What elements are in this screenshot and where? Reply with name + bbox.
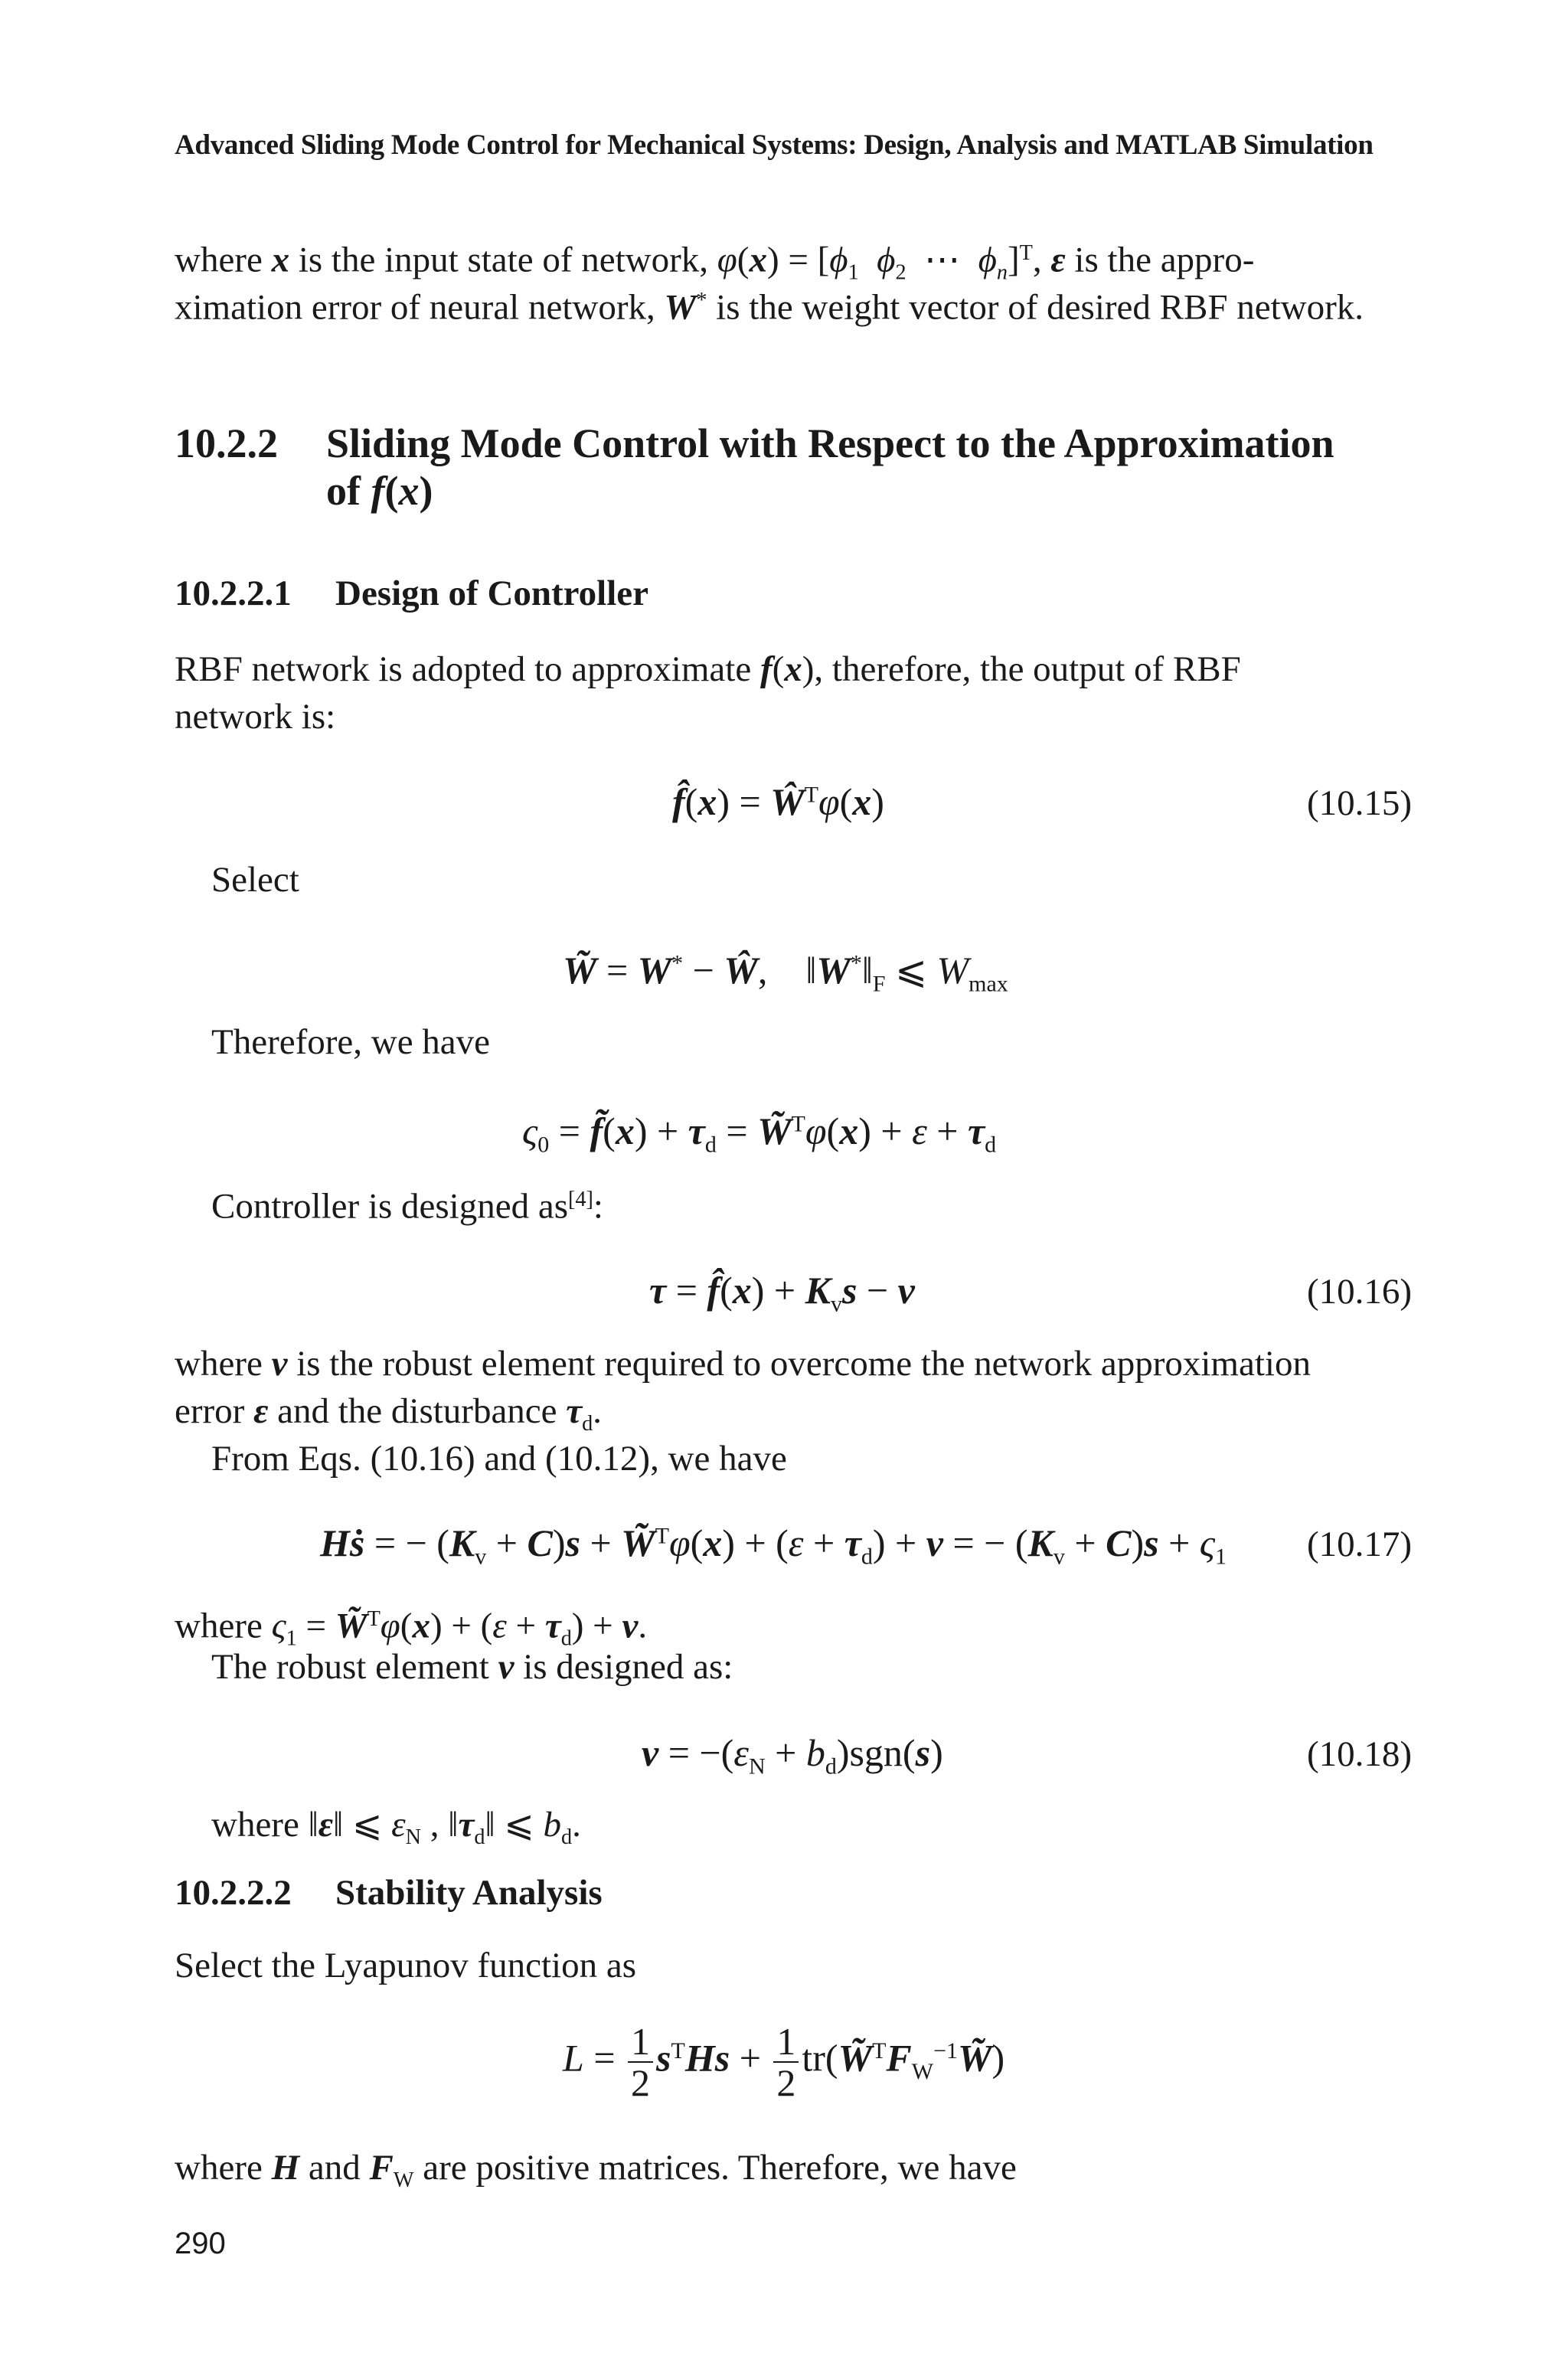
weight-error-definition: W̃ = W* − Ŵ, $‖W^*‖_F$ ⩽ $W_{max}$ bbox=[563, 949, 1008, 997]
equation-10-17: Hṡ = − $(K_v + C)s$ + W̃$^T$φ(x) + $(\varepsilon + \tau_d) + v$ = − $(K_v + C)s + \varsigma_1$ bbox=[320, 1521, 1227, 1570]
final-paragraph: where H and $F_W$ are positive matrices. Therefore, we have bbox=[175, 2148, 1017, 2192]
section-title-line2: of f(x) bbox=[326, 468, 433, 514]
rbf-paragraph-line-1: RBF network is adopted to approximate f(x), therefore, the output of RBF bbox=[175, 649, 1241, 689]
lyapunov-function: L = $\frac{1}{2}$ $s^THs$ + $\frac{1}{2}$ $tr(W̃^TF_W^{-1}W̃)$ bbox=[563, 2020, 1005, 2104]
subsection-heading-stability: 10.2.2.2 Stability Analysis bbox=[175, 1873, 603, 1913]
equation-10-15: f̂(x) = $Ŵ^T\varphi(x)$ bbox=[672, 780, 884, 823]
intro-line-2: ximation error of neural network, W* is the weight vector of desired RBF network. bbox=[175, 287, 1364, 328]
subsection-heading-design: 10.2.2.1 Design of Controller bbox=[175, 574, 649, 613]
robust-paragraph-line-1: where v is the robust element required to overcome the network approximation bbox=[175, 1344, 1311, 1384]
section-heading bbox=[175, 420, 1334, 514]
equation-10-16: τ = f̂(x) + $K_vs - v$ bbox=[649, 1269, 915, 1317]
equation-10-18: $v = -(\varepsilon_N + b_d)sgn(s)$ bbox=[642, 1731, 943, 1779]
equation-number-10-17: (10.17) bbox=[1306, 1524, 1412, 1564]
equation-number-10-18: (10.18) bbox=[1306, 1734, 1412, 1774]
robust-designed-text: The robust element v is designed as: bbox=[211, 1647, 733, 1687]
section-title-line1: Sliding Mode Control with Respect to the Approximation bbox=[326, 420, 1334, 466]
bounds-text: where ‖ε‖ ⩽ $\varepsilon_N$ , $‖\tau_d‖$ ⩽ $b_d$. bbox=[211, 1805, 581, 1849]
section-number: 10.2.2 bbox=[175, 420, 278, 466]
from-eqs-text: From Eqs. (10.16) and (10.12), we have bbox=[211, 1439, 787, 1479]
robust-paragraph-line-2: error ε and the disturbance $\tau_d$. bbox=[175, 1391, 602, 1436]
running-header: Advanced Sliding Mode Control for Mechanical Systems: Design, Analysis and MATLAB Simulation bbox=[175, 129, 1374, 161]
varsigma-1-definition: where $\varsigma_1$ = W̃$^T$φ(x) + $(\varepsilon + \tau_d) + v$. bbox=[175, 1606, 648, 1651]
equation-number-10-15: (10.15) bbox=[1306, 783, 1412, 823]
page-number: 290 bbox=[175, 2227, 226, 2260]
therefore-text: Therefore, we have bbox=[211, 1022, 491, 1062]
intro-line-1: where x is the input state of network, $\varphi(x) = [\phi_1$ $\phi_2$ ⋯ $\phi_n]^T$, ε is the appro- bbox=[175, 240, 1255, 285]
equation-varsigma-0: $\varsigma_0$ = f̃(x) + $\tau_d$ = W̃$^T$φ(x) + $\varepsilon + \tau_d$ bbox=[522, 1109, 997, 1158]
lyapunov-text: Select the Lyapunov function as bbox=[175, 1946, 637, 1985]
citation: [4] bbox=[568, 1188, 593, 1211]
equation-number-10-16: (10.16) bbox=[1306, 1272, 1412, 1312]
select-text: Select bbox=[211, 860, 299, 900]
rbf-paragraph-line-2: network is: bbox=[175, 697, 336, 737]
controller-text: Controller is designed as[4]: bbox=[211, 1186, 603, 1227]
